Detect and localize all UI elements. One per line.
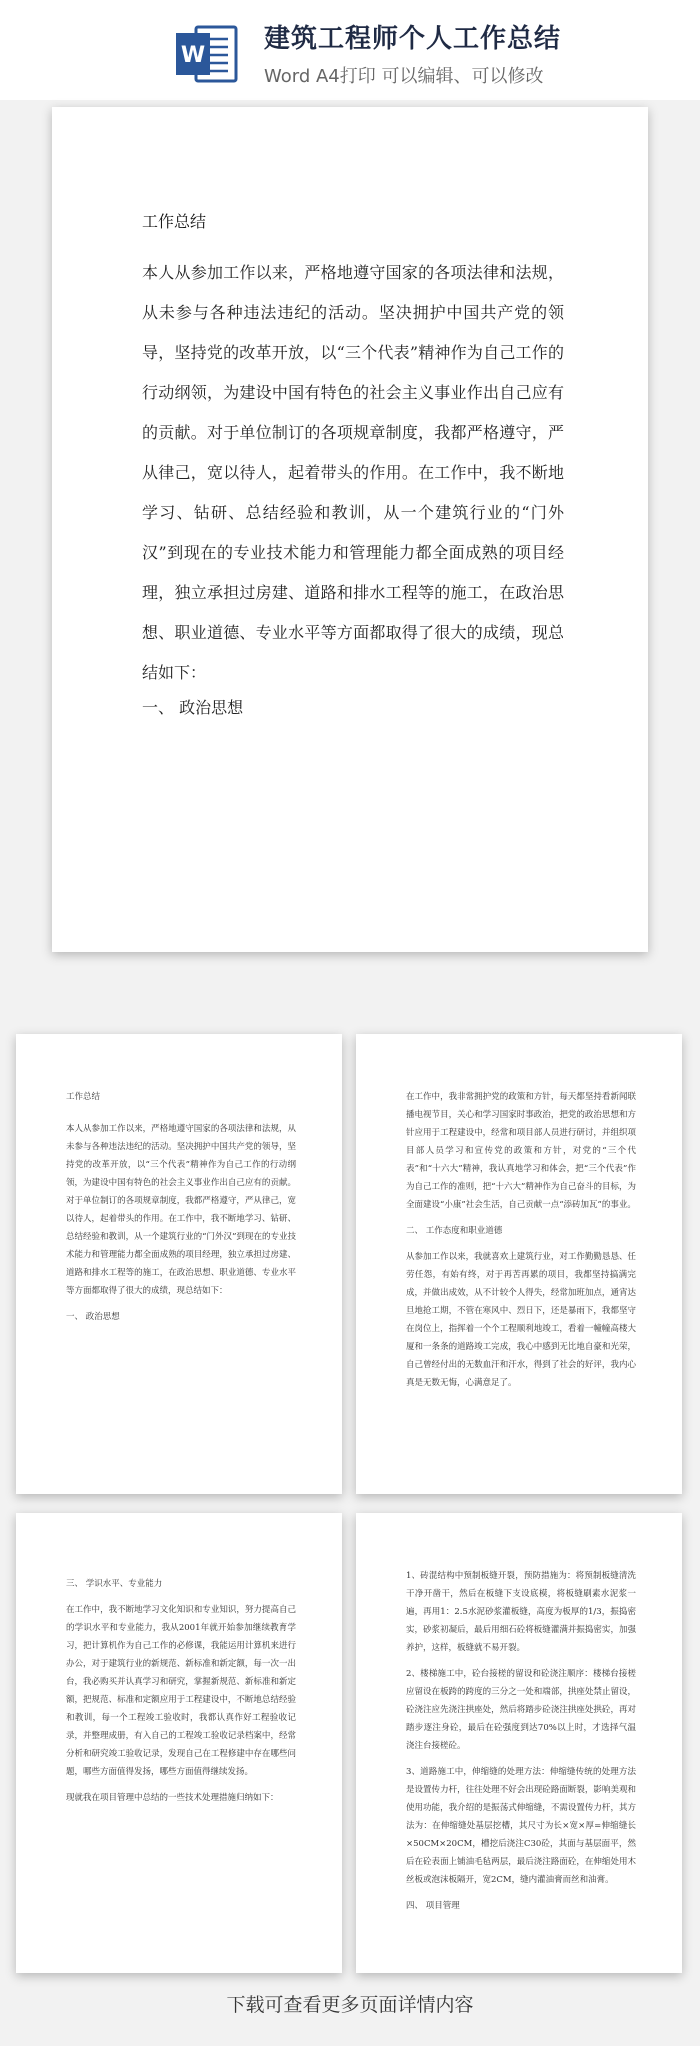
word-document-icon — [174, 21, 242, 87]
document-paragraph: 本人从参加工作以来，严格地遵守国家的各项法律和法规，从未参与各种违法违纪的活动。坚决拥护中国共产党的领导，坚持党的改革开放，以“三个代表”精神作为自己工作的行动纲领，为建设中国有特色的社会主义事业作出自己应有的贡献。对于单位制订的各项规章制度，我都严格遵守，严从律己，宽以待人，起着带头的作用。在工作中，我不断地学习、钻研、总结经验和教训，从一个建筑行业的“门外汉”到现在的专业技术能力和管理能力都全面成熟的项目经理，独立承担过房建、道路和排水工程等的施工，在政治思想、职业道德、专业水平等方面都取得了很大的成绩，现总结如下： — [142, 263, 564, 682]
thumb-paragraph: 2、楼梯施工中，砼台接槎的留设和砼浇注顺序：楼梯台接槎应留设在板跨的跨度的三分之一处和端部，拱座处禁止留设，砼浇注应先浇注拱座处，然后将踏步砼浇注拱座处拱砼，再对踏步逐注身砼，最后在砼强度到达70%以上时，才选择气温浇注台接槎砼。 — [406, 1669, 636, 1751]
header-banner — [0, 0, 700, 100]
svg-text:W: W — [180, 43, 206, 68]
thumb-heading: 三、 学识水平、专业能力 — [66, 1579, 163, 1589]
page-thumbnail-3 — [16, 1513, 342, 1973]
section-heading: 一、 政治思想 — [142, 698, 244, 717]
thumb-heading: 二、 工作态度和职业道德 — [406, 1226, 503, 1236]
thumb-heading: 一、 政治思想 — [66, 1312, 120, 1322]
thumb-paragraph: 1、砖混结构中预制板缝开裂，预防措施为：将预制板缝清洗干净开凿干，然后在板缝下支设底模，将板缝刷素水泥浆一遍，再用1：2.5水泥砂浆灌板缝，高度为板厚的1/3，振捣密实，砂浆初凝后，最后用细石砼将板缝灌满并振捣密实，加强养护，这样，板缝就不易开裂。 — [406, 1571, 636, 1653]
thumb-paragraph: 3、道路施工中，伸缩缝的处理方法：伸缩缝传统的处理方法是设置传力杆，往往处理不好会出现砼路面断裂，影响美观和使用功能，我介绍的是振荡式伸缩缝，不需设置传力杆，其方法为：在伸缩缝处基层挖槽，其尺寸为长×宽×厚=伸缩缝长×50CM×20CM，槽挖后浇注C30砼，其面与基层面平，然后在砼表面上铺油毛毡两层，最后浇注路面砼，在伸缩处用木丝板或泡沫板隔开，宽2CM，缝内灌油膏而丝和油膏。 — [406, 1767, 636, 1885]
document-page-preview — [52, 107, 648, 952]
thumb-paragraph: 现就我在项目管理中总结的一些技术处理措施归纳如下： — [66, 1793, 279, 1803]
thumb-paragraph: 从参加工作以来，我就喜欢上建筑行业，对工作勤勤恳恳、任劳任怨，有始有终，对于再苦再累的项目，我都坚持搞满完成，并做出成效，从不计较个人得失，经常加班加点，通宵达旦地抢工期，不管在寒风中、烈日下，还是暴雨下，我都坚守在岗位上，指挥着一个个工程顺利地竣工，看着一幢幢高楼大厦和一条条的道路竣工完成，我心中感到无比地自豪和光荣，自己曾经付出的无数血汗和汗水，得到了社会的好评，我内心真是无数无悔，心满意足了。 — [406, 1252, 636, 1388]
thumb-paragraph: 本人从参加工作以来，严格地遵守国家的各项法律和法规，从未参与各种违法违纪的活动。坚决拥护中国共产党的领导，坚持党的改革开放，以“三个代表”精神作为自己工作的行动纲领，为建设中国有特色的社会主义事业作出自己应有的贡献。对于单位制订的各项规章制度，我都严格遵守，严从律己，宽以待人，起着带头的作用。在工作中，我不断地学习、钻研、总结经验和教训，从一个建筑行业的“门外汉”到现在的专业技术能力和管理能力都全面成熟的项目经理，独立承担过房建、道路和排水工程等的施工，在政治思想、职业道德、专业水平等方面都取得了很大的成绩，现总结如下： — [66, 1124, 296, 1296]
thumb-title: 工作总结 — [66, 1092, 101, 1102]
thumb-paragraph: 在工作中，我非常拥护党的政策和方针，每天都坚持看新闻联播电视节目，关心和学习国家时事政治，把党的政治思想和方针应用于工程建设中，经常和项目部人员进行研讨，并组织项目部人员学习和宣传党的政策和方针，对党的“三个代表”和“十六大”精神，我认真地学习和体会，把“三个代表”作为自己工作的准则，把“十六大”精神作为自己奋斗的目标，为全面建设“小康”社会生活，自己贡献一点“添砖加瓦”的事业。 — [406, 1092, 636, 1210]
page-subtitle: Word A4打印 可以编辑、可以修改 — [264, 66, 544, 87]
page-title: 建筑工程师个人工作总结 — [264, 24, 562, 54]
page-thumbnail-1 — [16, 1034, 342, 1494]
thumb-paragraph: 在工作中，我不断地学习文化知识和专业知识，努力提高自己的学识水平和专业能力，我从2001年就开始参加继续教育学习，把计算机作为自己工作的必修课，我能运用计算机来进行办公，对于建筑行业的新规范、新标准和新定额，每一次一出台，我必购买并认真学习和研究，掌握新规范、新标准和新定额，把规范、标准和定额应用于工程建设中，不断地总结经验和教训，每一个工程竣工验收时，我都认真作好工程验收记录，并整理成册，有入自己的工程竣工验收记录档案中，经常分析和研究竣工验收记录，发现自己在工程修建中存在哪些问题，哪些方面值得发扬，哪些方面值得继续发扬。 — [66, 1605, 296, 1777]
thumb-heading: 四、 项目管理 — [406, 1901, 460, 1911]
page-thumbnail-4 — [356, 1513, 682, 1973]
download-more-link[interactable]: 下载可查看更多页面详情内容 — [226, 1994, 474, 2016]
document-title: 工作总结 — [142, 212, 207, 231]
page-thumbnail-2 — [356, 1034, 682, 1494]
